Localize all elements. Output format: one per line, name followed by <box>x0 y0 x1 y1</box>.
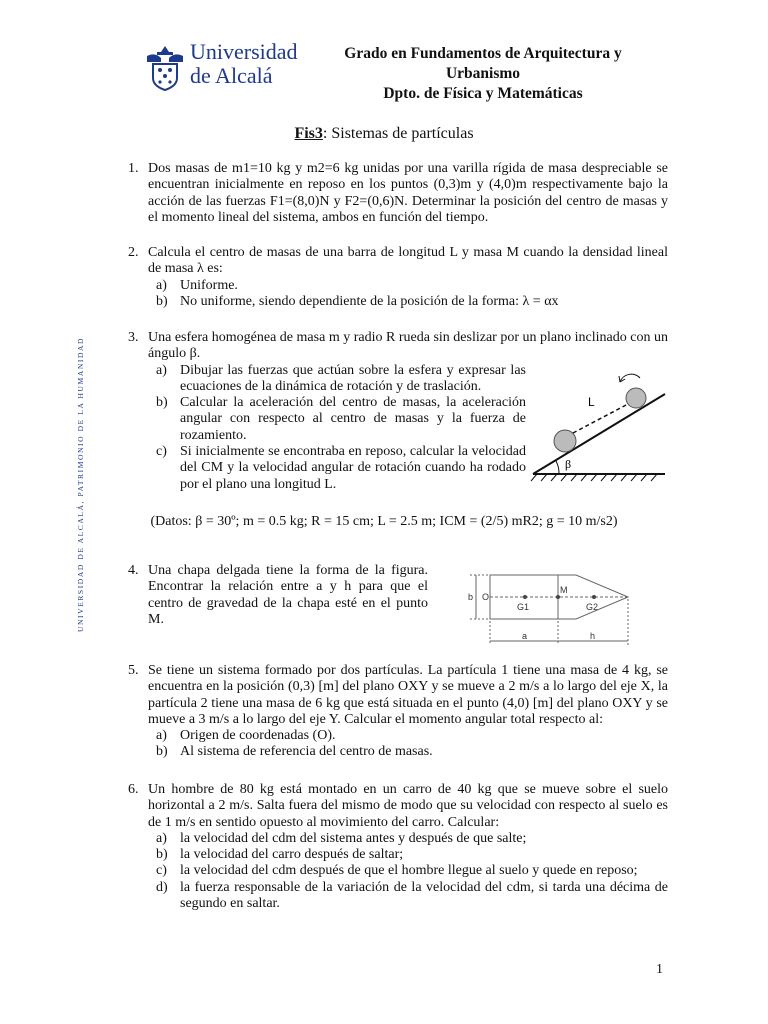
university-logo-text <box>190 40 298 88</box>
angle-arc <box>556 461 559 474</box>
option-text: Si inicialmente se encontraba en reposo, calcular la velocidad del CM y la velocidad angular de rotación cuando ha rodado por el plano una longitud L. <box>180 444 526 492</box>
option-label: c) <box>156 444 167 460</box>
label-G2: G2 <box>586 602 599 612</box>
plate-figure <box>462 565 642 650</box>
option-label: b) <box>156 293 168 309</box>
sphere-bottom <box>554 430 576 452</box>
option-text: la fuerza responsable de la variación de la velocidad del cdm, si tarda una décima de segundo en saltar. <box>180 879 668 912</box>
header-line-3: Dpto. de Física y Matemáticas <box>383 85 583 102</box>
logo-line-2: de Alcalá <box>190 63 273 88</box>
question-number: 2. <box>128 245 139 260</box>
option-text: Uniforme. <box>180 277 238 293</box>
option-label: b) <box>156 744 168 760</box>
document-header <box>318 44 648 104</box>
option-text: la velocidad del cdm del sistema antes y después de que salte; <box>180 830 527 846</box>
option-text: la velocidad del carro después de saltar; <box>180 847 404 863</box>
label-O: O <box>482 592 490 602</box>
page-number: 1 <box>656 962 663 977</box>
angle-beta-label: β <box>565 457 572 471</box>
question-1-text: Dos masas de m1=10 kg y m2=6 kg unidas por una varilla rígida de masa despreciable se encuentran inicialmente en reposo en los puntos (0,3)m y (4,0)m respectivamente bajo la acción de las fuerzas F1=(8,0)N y F2=(0,6)N. Determinar la posición del centro de masas y el momento lineal del sistema, ambos en función del tiempo. <box>148 161 668 225</box>
distance-dashed-line <box>573 404 628 433</box>
option-label: b) <box>156 847 168 863</box>
university-crest-icon <box>143 42 187 92</box>
page-title <box>0 125 768 143</box>
question-number: 6. <box>128 782 139 797</box>
title-code: Fis3 <box>294 125 323 142</box>
option-label: a) <box>156 728 167 744</box>
question-number: 1. <box>128 161 139 176</box>
question-2 <box>128 245 668 310</box>
question-6 <box>128 782 668 912</box>
title-rest: : Sistemas de partículas <box>322 125 474 142</box>
label-b: b <box>468 592 474 602</box>
question-3-text: Una esfera homogénea de masa m y radio R rueda sin deslizar por un plano inclinado con un ángulo β. <box>148 330 668 362</box>
option-text: Dibujar las fuerzas que actúan sobre la esfera y expresar las ecuaciones de la dinámica de rotación y de traslación. <box>180 362 526 394</box>
option-label: a) <box>156 362 167 378</box>
label-M: M <box>560 585 568 595</box>
option-text: Calcular la aceleración del centro de masas, la aceleración angular con respecto al centro de masas y la fuerza de rozamiento. <box>180 395 526 443</box>
sphere-top <box>626 388 646 408</box>
question-3-option-b <box>156 395 526 444</box>
logo-line-1: Universidad <box>190 39 298 64</box>
option-text: No uniforme, siendo dependiente de la posición de la forma: λ = αx <box>180 293 559 309</box>
question-number: 5. <box>128 663 139 678</box>
question-5 <box>128 663 668 761</box>
label-h: h <box>590 631 596 641</box>
question-5-text: Se tiene un sistema formado por dos partículas. La partícula 1 tiene una masa de 4 kg, se encuentra en la posición (0,3) [m] del plano OXY y se mueve a 2 m/s a lo largo del eje X, la partícula 2 tiene una masa de 6 kg que está situada en el punto (4,0) [m] del plano OXY y se mueve a 3 m/s a lo largo del eje Y. Calcular el momento angular total respecto al: <box>148 663 668 727</box>
question-2-option-a <box>156 278 668 294</box>
question-6-text: Un hombre de 80 kg está montado en un carro de 40 kg que se mueve sobre el suelo horizontal a 2 m/s. Salta fuera del mismo de modo que su velocidad con respecto al suelo es de 1 m/s en sentido opuesto al movimiento del carro. Calcular: <box>148 782 668 830</box>
question-6-option-a <box>156 831 668 847</box>
question-5-option-b <box>156 744 668 760</box>
header-line-2: Urbanismo <box>445 65 521 82</box>
question-number: 4. <box>128 563 139 578</box>
option-text: la velocidad del cdm después de que el hombre llegue al suelo y quede en reposo; <box>180 863 638 879</box>
option-label: a) <box>156 830 167 846</box>
question-4-text: Una chapa delgada tiene la forma de la figura. Encontrar la relación entre a y h para que el centro de gravedad de la chapa esté en el punto M. <box>148 563 428 627</box>
header-line-1: Grado en Fundamentos de Arquitectura y <box>344 45 622 62</box>
option-label: d) <box>156 879 168 895</box>
inclined-plane-figure <box>525 368 670 483</box>
question-number: 3. <box>128 330 139 345</box>
length-L-label: L <box>588 395 595 409</box>
option-label: b) <box>156 395 168 411</box>
rotation-arrow-icon <box>620 374 640 382</box>
question-6-option-c <box>156 863 668 879</box>
question-3-option-c <box>156 444 526 493</box>
option-label: c) <box>156 863 167 879</box>
question-2-text: Calcula el centro de masas de una barra de longitud L y masa M cuando la densidad lineal de masa λ es: <box>148 245 668 277</box>
label-a: a <box>522 631 528 641</box>
option-label: a) <box>156 277 167 293</box>
question-6-option-b <box>156 847 668 863</box>
incline-line <box>533 394 665 474</box>
option-text: Origen de coordenadas (O). <box>180 728 336 744</box>
ground-hatching <box>531 474 657 481</box>
question-3-data: (Datos: β = 30º; m = 0.5 kg; R = 15 cm; L = 2.5 m; ICM = (2/5) mR2; g = 10 m/s2) <box>150 514 618 529</box>
option-text: Al sistema de referencia del centro de masas. <box>180 744 433 760</box>
question-5-option-a <box>156 728 668 744</box>
question-3-option-a <box>156 363 526 396</box>
label-G1: G1 <box>517 602 530 612</box>
question-6-option-d <box>156 880 668 913</box>
question-1 <box>128 161 668 226</box>
side-text-label: UNIVERSIDAD DE ALCALÁ, PATRIMONIO DE LA HUMANIDAD <box>76 337 85 632</box>
question-2-option-b <box>156 294 668 310</box>
